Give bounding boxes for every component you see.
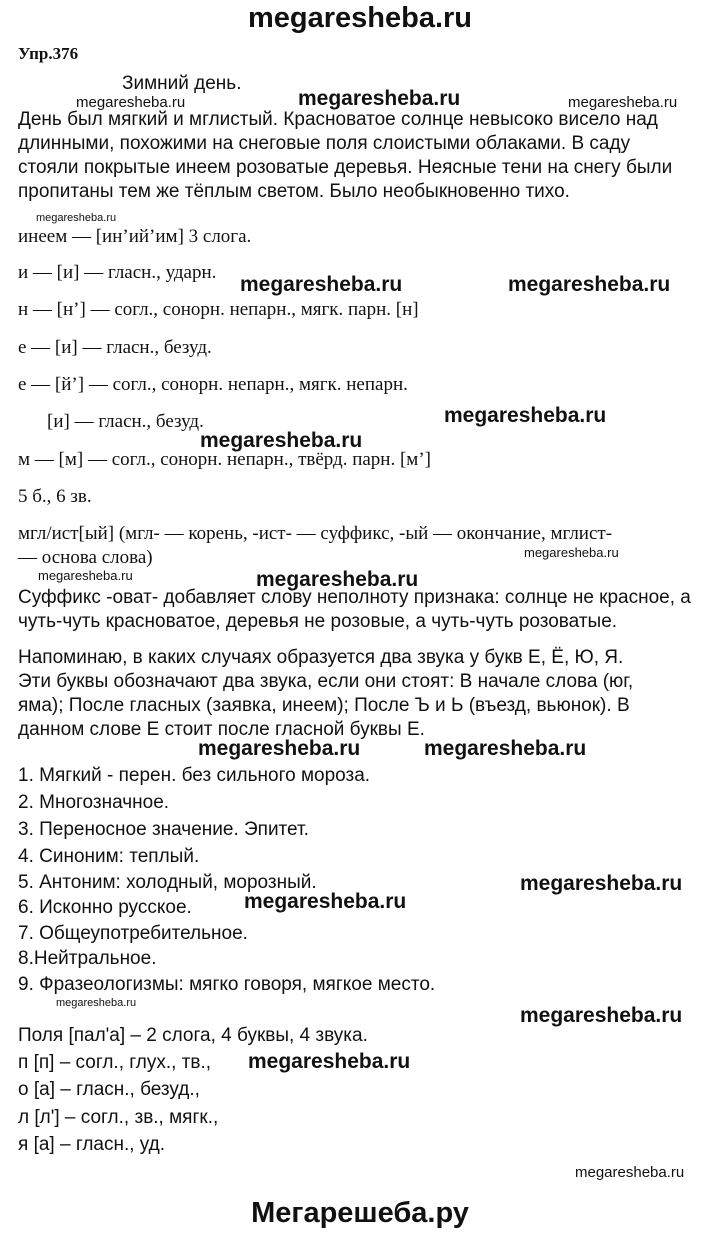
site-title: megaresheba.ru: [247, 2, 473, 34]
text-line: Напоминаю, в каких случаях образуется два звука у букв Е, Ё, Ю, Я.: [18, 647, 624, 668]
list-item: 1. Мягкий - перен. без сильного мороза.: [18, 765, 371, 786]
list-item: 7. Общеупотребительное.: [18, 923, 248, 944]
text-line: чуть-чуть красноватое, деревья не розовые, а чуть-чуть розоватые.: [18, 611, 618, 632]
watermark: megaresheba.ru: [575, 1164, 685, 1181]
watermark: megaresheba.ru: [244, 890, 407, 913]
phonetic-summary: 5 б., 6 зв.: [18, 486, 92, 507]
text-line: Суффикс -оват- добавляет слову неполноту признака: солнце не красное, а: [18, 587, 691, 608]
list-item: 4. Синоним: теплый.: [18, 846, 200, 867]
watermark: megaresheba.ru: [198, 737, 361, 760]
watermark: megaresheba.ru: [520, 1004, 683, 1027]
phonetic-row: о [а] – гласн., безуд.,: [18, 1079, 200, 1100]
phonetic-row: е — [й’] — согл., сонорн. непарн., мягк. непарн.: [18, 374, 408, 395]
watermark: megaresheba.ru: [76, 94, 186, 111]
watermark: megaresheba.ru: [524, 545, 619, 560]
text-line: — основа слова): [18, 547, 153, 568]
phonetic-row: м — [м] — согл., сонорн. непарн., твёрд. парн. [м’]: [18, 449, 431, 470]
watermark: megaresheba.ru: [508, 273, 671, 296]
footer-title: Мегарешеба.ру: [251, 1197, 469, 1229]
list-item: 6. Исконно русское.: [18, 897, 192, 918]
exercise-label: Упр.376: [18, 44, 79, 63]
watermark: megaresheba.ru: [248, 1050, 411, 1073]
phonetic-header: Поля [пал'а] – 2 слога, 4 буквы, 4 звука.: [18, 1025, 368, 1046]
text-line: длинными, похожими на снеговые поля слоистыми облаками. В саду: [18, 133, 631, 154]
watermark: megaresheba.ru: [240, 273, 403, 296]
watermark: megaresheba.ru: [568, 94, 678, 111]
phonetic-row: л [л'] – согл., зв., мягк.,: [18, 1107, 219, 1128]
phonetic-row: н — [н’] — согл., сонорн. непарн., мягк. парн. [н]: [18, 299, 419, 320]
text-line: Эти буквы обозначают два звука, если они стоят: В начале слова (юг,: [18, 671, 634, 692]
watermark: megaresheba.ru: [200, 429, 363, 452]
phonetic-row: [и] — гласн., безуд.: [47, 411, 204, 432]
phonetic-row: я [а] – гласн., уд.: [18, 1134, 166, 1155]
watermark: megaresheba.ru: [38, 568, 133, 583]
watermark: megaresheba.ru: [520, 872, 683, 895]
suffix-note: [18, 586, 708, 634]
watermark: megaresheba.ru: [256, 568, 419, 591]
list-item: 5. Антоним: холодный, морозный.: [18, 872, 317, 893]
list-item: 3. Переносное значение. Эпитет.: [18, 819, 309, 840]
phonetic-header: инеем — [ин’ий’им] 3 слога.: [18, 226, 252, 247]
text-line: мгл/ист[ый] (мгл- — корень, -ист- — суффикс, -ый — окончание, мглист-: [18, 523, 613, 544]
watermark: megaresheba.ru: [36, 212, 117, 224]
text-line: данном слове Е стоит после гласной буквы Е.: [18, 719, 425, 740]
watermark: megaresheba.ru: [444, 404, 607, 427]
main-text: [18, 108, 708, 204]
list-item: 2. Многозначное.: [18, 792, 170, 813]
list-item: 8.Нейтральное.: [18, 948, 157, 969]
text-title: Зимний день.: [122, 73, 242, 94]
text-line: стояли покрытые инеем розоватые деревья. Неясные тени на снегу были: [18, 157, 673, 178]
watermark: megaresheba.ru: [424, 737, 587, 760]
reminder-paragraph: [18, 646, 708, 742]
watermark: megaresheba.ru: [56, 997, 137, 1009]
text-line: День был мягкий и мглистый. Красноватое солнце невысоко висело над: [18, 109, 658, 130]
phonetic-row: е — [и] — гласн., безуд.: [18, 337, 212, 358]
watermark: megaresheba.ru: [298, 87, 461, 110]
text-line: пропитаны тем же тёплым светом. Было необыкновенно тихо.: [18, 181, 570, 202]
phonetic-row: п [п] – согл., глух., тв.,: [18, 1052, 212, 1073]
text-line: яма); После гласных (заявка, инеем); После Ъ и Ь (въезд, вьюнок). В: [18, 695, 630, 716]
list-item: 9. Фразеологизмы: мягко говоря, мягкое место.: [18, 974, 436, 995]
phonetic-row: и — [и] — гласн., ударн.: [18, 262, 217, 283]
